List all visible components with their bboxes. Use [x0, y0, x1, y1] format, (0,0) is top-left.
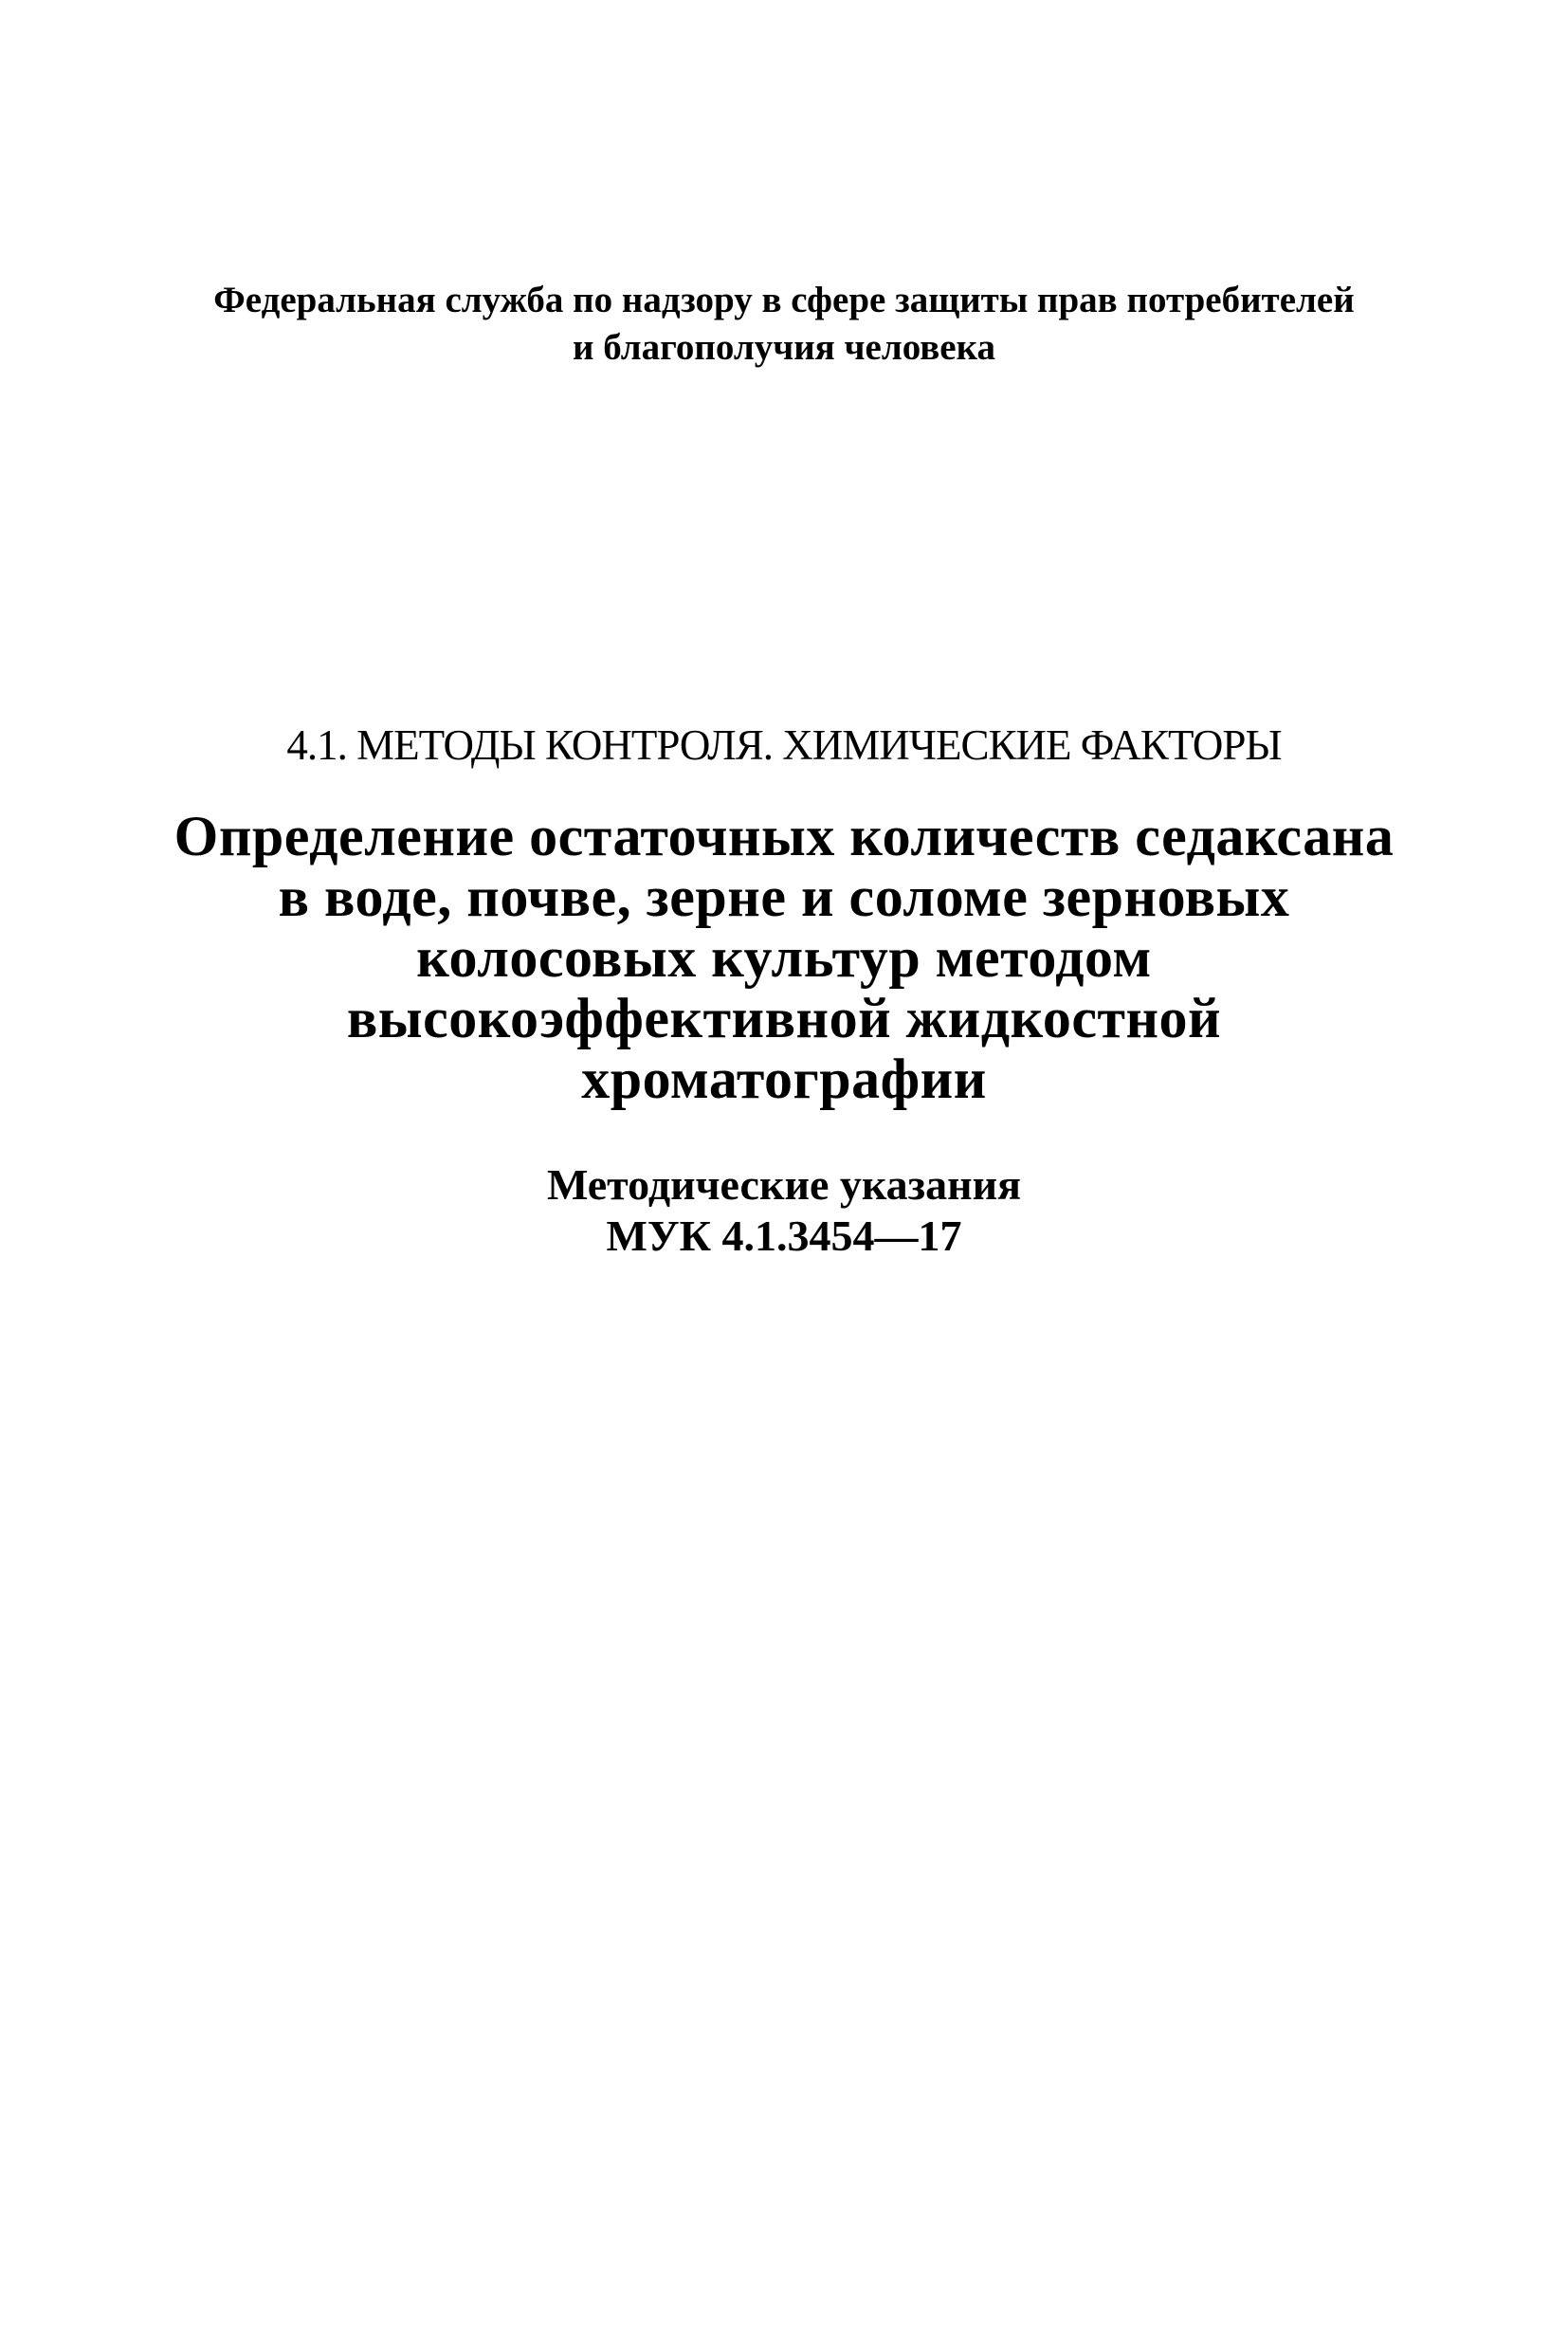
document-type: Методические указания — [546, 1160, 1022, 1209]
document-designation — [0, 1159, 1568, 1262]
document-number: МУК 4.1.3454—17 — [606, 1212, 962, 1260]
section-heading — [0, 719, 1568, 772]
section-heading-text: 4.1. МЕТОДЫ КОНТРОЛЯ. ХИМИЧЕСКИЕ ФАКТОРЫ — [286, 721, 1282, 769]
title-line-5: хроматографии — [581, 1048, 987, 1110]
title-line-4: высокоэффективной жидкостной — [346, 987, 1222, 1049]
title-line-1: Определение остаточных количеств седаксана — [173, 805, 1395, 867]
document-title — [0, 806, 1568, 1109]
title-line-3: колосовых культур методом — [416, 926, 1152, 989]
agency-header — [0, 277, 1568, 372]
agency-name-line-2: и благополучия человека — [573, 327, 995, 368]
title-line-2: в воде, почве, зерне и соломе зерновых — [278, 866, 1290, 928]
agency-name-line-1: Федеральная служба по надзору в сфере защиты прав потребителей — [213, 280, 1355, 320]
